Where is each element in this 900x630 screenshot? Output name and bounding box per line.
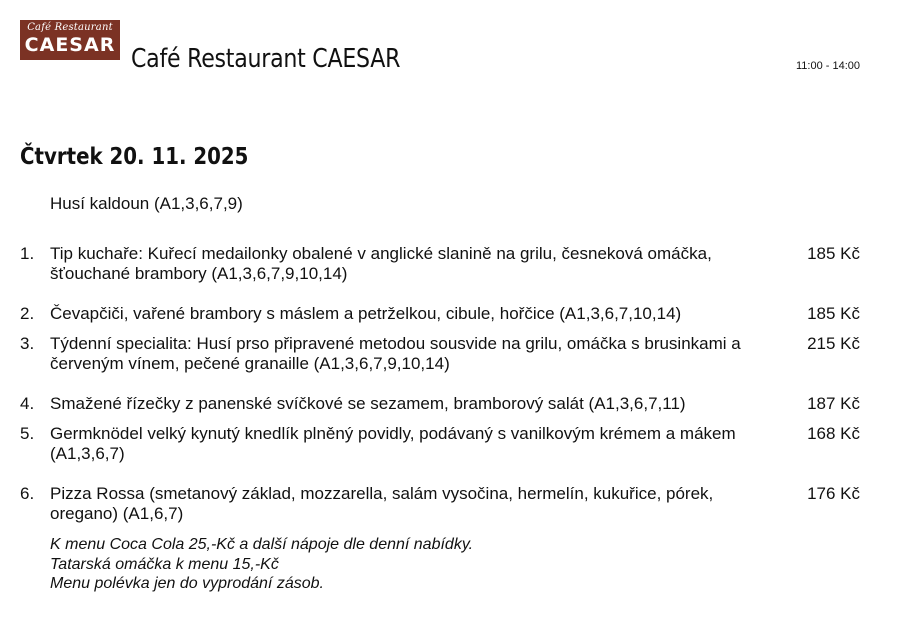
note-drinks: K menu Coca Cola 25,-Kč a další nápoje dle denní nabídky.	[50, 536, 474, 553]
day-heading: Čtvrtek 20. 11. 2025	[20, 144, 249, 170]
menu-item	[20, 394, 860, 414]
menu-item	[20, 424, 860, 464]
item-number: 6.	[20, 484, 35, 503]
item-number: 1.	[20, 244, 35, 263]
item-price: 215 Kč	[807, 334, 860, 353]
restaurant-logo	[20, 20, 120, 60]
opening-hours: 11:00 - 14:00	[795, 60, 860, 72]
item-number: 3.	[20, 334, 35, 353]
item-price: 185 Kč	[807, 304, 860, 323]
menu-item	[20, 334, 860, 374]
item-description: Tip kuchaře: Kuřecí medailonky obalené v anglické slanině na grilu, česneková omáčka, šťouchané brambory (A1,3,6,7,9,10,14)	[50, 244, 712, 283]
menu-item	[20, 304, 860, 324]
item-number: 2.	[20, 304, 35, 323]
logo-line1: Café Restaurant	[27, 22, 113, 33]
item-number: 5.	[20, 424, 35, 443]
item-description: Germknödel velký kynutý knedlík plněný povidly, podávaný s vanilkovým krémem a mákem (A1,3,6,7)	[50, 424, 736, 463]
item-description: Týdenní specialita: Husí prso připravené metodou sousvide na grilu, omáčka s brusinkami a červeným vínem, pečené granaille (A1,3,6,7,9,10,14)	[50, 334, 741, 373]
menu-notes	[50, 535, 473, 594]
page-title: Café Restaurant CAESAR	[131, 44, 401, 74]
soup-of-the-day: Husí kaldoun (A1,3,6,7,9)	[50, 194, 243, 213]
menu-item	[20, 244, 860, 284]
item-price: 187 Kč	[807, 394, 860, 413]
item-description: Pizza Rossa (smetanový základ, mozzarella, salám vysočina, hermelín, kukuřice, pórek, oregano) (A1,6,7)	[50, 484, 714, 523]
item-price: 185 Kč	[807, 244, 860, 263]
item-description: Čevapčiči, vařené brambory s máslem a petrželkou, cibule, hořčice (A1,3,6,7,10,14)	[50, 304, 682, 323]
logo-line2: CAESAR	[24, 34, 116, 56]
note-soup: Menu polévka jen do vyprodání zásob.	[50, 575, 324, 592]
item-price: 176 Kč	[807, 484, 860, 503]
menu-item	[20, 484, 860, 524]
item-price: 168 Kč	[807, 424, 860, 443]
item-number: 4.	[20, 394, 35, 413]
item-description: Smažené řízečky z panenské svíčkové se sezamem, bramborový salát (A1,3,6,7,11)	[50, 394, 686, 413]
note-sauce: Tatarská omáčka k menu 15,-Kč	[50, 555, 279, 573]
